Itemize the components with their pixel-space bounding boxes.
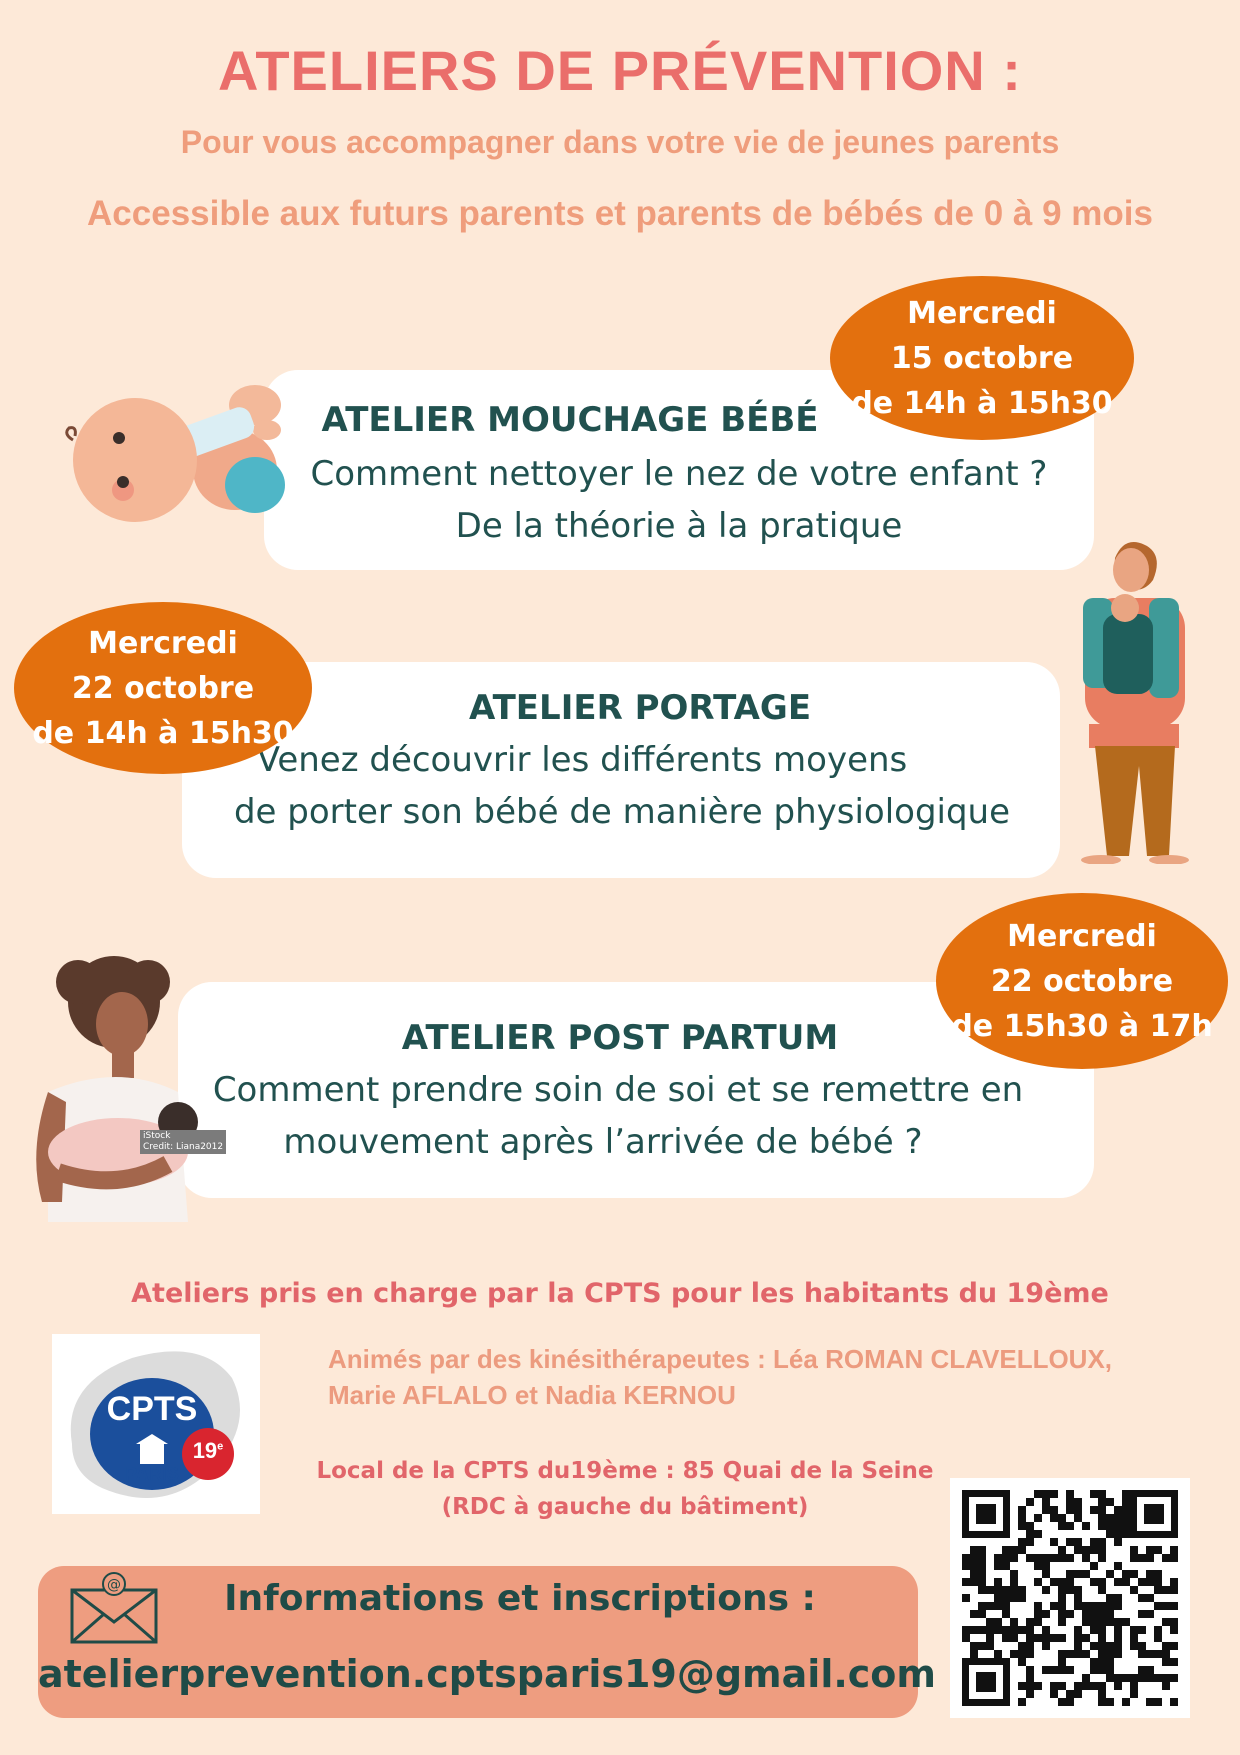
coverage-note: Ateliers pris en charge par la CPTS pour les habitants du 19ème [131,1278,1109,1309]
workshop-line1-mouchage: Comment nettoyer le nez de votre enfant ? [310,454,1048,494]
date-time: de 15h30 à 17h [951,1008,1213,1044]
date-day: Mercredi [88,625,238,661]
photo-credit-brand: iStock [143,1131,171,1141]
svg-text:@: @ [107,1577,121,1593]
father-babywearing-illustration [1065,528,1195,864]
animators-line1: Animés par des kinésithérapeutes : Léa ROMAN CLAVELLOUX, [328,1344,1113,1374]
date-date: 22 octobre [71,670,255,706]
baby-bottle-illustration [55,370,295,530]
workshop-title-portage: ATELIER PORTAGE [468,688,812,728]
photo-credit [140,1130,226,1154]
logo-number [188,1438,228,1464]
workshop-title-postpartum: ATELIER POST PARTUM [401,1018,839,1058]
date-bubble-mouchage [830,276,1134,440]
date-date: 15 octobre [890,340,1074,376]
workshop-line1-portage: Venez découvrir les différents moyens [256,740,908,780]
workshop-line2-postpartum: mouvement après l’arrivée de bébé ? [283,1122,923,1162]
logo-number-value: 19 [192,1438,218,1463]
logo-cpts-text: CPTS [106,1390,198,1428]
date-time: de 14h à 15h30 [32,715,294,751]
workshop-line2-mouchage: De la théorie à la pratique [455,506,903,546]
date-day: Mercredi [907,295,1057,331]
logo-city: PARIS [125,1464,179,1484]
subtitle-accessibility: Accessible aux futurs parents et parents de bébés de 0 à 9 mois [87,194,1153,233]
logo-number-sup: e [217,1440,224,1453]
date-day: Mercredi [1007,918,1157,954]
subtitle-parents: Pour vous accompagner dans votre vie de jeunes parents [180,124,1060,160]
photo-credit-author: Credit: Liana2012 [143,1142,224,1152]
info-title: Informations et inscriptions : [224,1578,816,1619]
workshop-line2-portage: de porter son bébé de manière physiologique [233,792,1011,832]
date-bubble-portage [14,602,312,774]
workshop-title-mouchage: ATELIER MOUCHAGE BÉBÉ [321,400,819,440]
qr-code[interactable] [950,1478,1190,1718]
page-title: ATELIERS DE PRÉVENTION : [218,39,1022,102]
animators-line2: Marie AFLALO et Nadia KERNOU [328,1380,736,1410]
date-bubble-postpartum [936,893,1228,1069]
date-time: de 14h à 15h30 [851,385,1113,421]
workshop-line1-postpartum: Comment prendre soin de soi et se remettre en [212,1070,1024,1110]
date-date: 22 octobre [990,963,1174,999]
address-line1: Local de la CPTS du19ème : 85 Quai de la Seine [316,1458,934,1484]
mother-nursing-illustration [18,952,208,1232]
cpts-logo [52,1334,260,1514]
email-link[interactable]: atelierprevention.cptsparis19@gmail.com [38,1652,937,1696]
envelope-icon [66,1570,162,1646]
address-line2: (RDC à gauche du bâtiment) [441,1494,809,1520]
